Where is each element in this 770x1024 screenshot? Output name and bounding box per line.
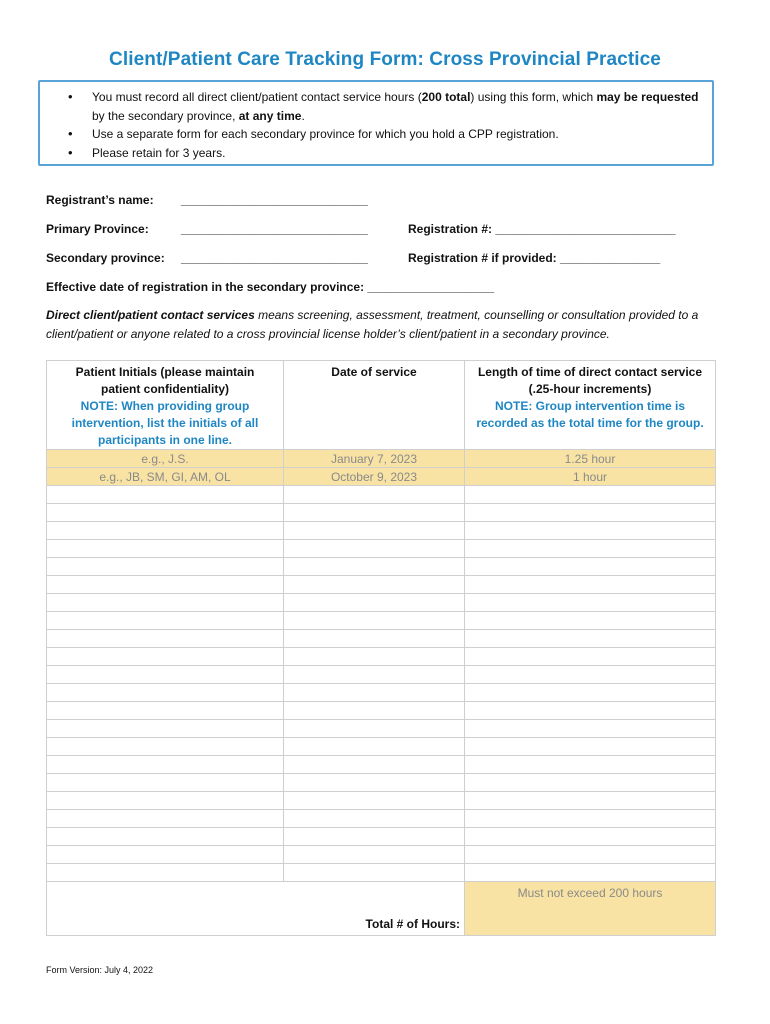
date-cell[interactable] — [284, 612, 465, 630]
tracking-table — [46, 360, 716, 936]
instructions-box — [38, 80, 714, 166]
registrant-name-field[interactable]: ____________________________ — [181, 193, 368, 207]
length-cell[interactable] — [465, 810, 716, 828]
length-cell[interactable] — [465, 558, 716, 576]
initials-cell[interactable] — [47, 576, 284, 594]
initials-cell[interactable] — [47, 540, 284, 558]
date-cell[interactable] — [284, 810, 465, 828]
length-cell[interactable] — [465, 828, 716, 846]
instruction-item: • Use a separate form for each secondary province for which you hold a CPP registration. — [40, 125, 712, 144]
date-cell[interactable] — [284, 846, 465, 864]
effective-date-field[interactable]: Effective date of registration in the secondary province: ___________________ — [46, 280, 495, 294]
total-row — [47, 882, 716, 936]
initials-cell[interactable] — [47, 810, 284, 828]
group-note: NOTE: When providing group intervention, list the initials of all participants in one line. — [71, 399, 259, 447]
registration-number-field[interactable]: Registration #: ___________________________ — [408, 222, 676, 236]
initials-cell[interactable] — [47, 648, 284, 666]
date-cell[interactable] — [284, 666, 465, 684]
length-cell[interactable] — [465, 594, 716, 612]
table-row[interactable] — [47, 864, 716, 882]
initials-cell[interactable] — [47, 630, 284, 648]
date-cell[interactable] — [284, 720, 465, 738]
primary-province-label: Primary Province: — [46, 222, 149, 236]
table-row[interactable] — [47, 630, 716, 648]
group-time-note: NOTE: Group intervention time is recorded as the total time for the group. — [476, 399, 704, 430]
col-initials-header: Patient Initials (please maintain patient confidentiality) NOTE: When providing group intervention, list the initials of all participants in one line. — [47, 361, 284, 450]
registrant-name-label: Registrant’s name: — [46, 193, 154, 207]
table-row[interactable] — [47, 774, 716, 792]
table-row[interactable] — [47, 576, 716, 594]
date-cell[interactable] — [284, 486, 465, 504]
initials-cell[interactable] — [47, 702, 284, 720]
length-cell[interactable] — [465, 792, 716, 810]
length-cell[interactable] — [465, 756, 716, 774]
length-cell[interactable] — [465, 738, 716, 756]
date-cell[interactable] — [284, 630, 465, 648]
length-cell[interactable] — [465, 846, 716, 864]
table-row[interactable] — [47, 738, 716, 756]
length-cell[interactable] — [465, 720, 716, 738]
definition-text: Direct client/patient contact services means screening, assessment, treatment, counselling or consultation provided to a client/patient or anyone related to a cross provincial license holder’s client/patient in a secondary province. — [46, 308, 699, 341]
date-cell[interactable] — [284, 576, 465, 594]
initials-cell[interactable] — [47, 612, 284, 630]
initials-cell[interactable] — [47, 684, 284, 702]
length-cell[interactable] — [465, 666, 716, 684]
initials-cell[interactable] — [47, 666, 284, 684]
length-cell[interactable] — [465, 576, 716, 594]
date-cell[interactable] — [284, 864, 465, 882]
table-row[interactable] — [47, 756, 716, 774]
length-cell[interactable] — [465, 864, 716, 882]
col-length-header: Length of time of direct contact service (.25-hour increments) NOTE: Group intervention time is recorded as the total time for the group. — [465, 361, 716, 450]
length-cell[interactable] — [465, 648, 716, 666]
length-cell[interactable] — [465, 486, 716, 504]
date-cell[interactable] — [284, 684, 465, 702]
table-row[interactable] — [47, 792, 716, 810]
form-version: Form Version: July 4, 2022 — [46, 965, 154, 975]
date-cell[interactable] — [284, 540, 465, 558]
initials-cell[interactable] — [47, 594, 284, 612]
initials-cell[interactable] — [47, 792, 284, 810]
table-row[interactable] — [47, 612, 716, 630]
length-cell[interactable] — [465, 540, 716, 558]
date-cell[interactable] — [284, 738, 465, 756]
example-row: e.g., JB, SM, GI, AM, OL October 9, 2023 1 hour — [47, 468, 716, 486]
length-cell[interactable] — [465, 684, 716, 702]
date-cell[interactable] — [284, 774, 465, 792]
primary-province-field[interactable]: ____________________________ — [181, 222, 368, 236]
initials-cell[interactable] — [47, 738, 284, 756]
table-row[interactable] — [47, 666, 716, 684]
secondary-registration-field[interactable]: Registration # if provided: _______________ — [408, 251, 661, 265]
initials-cell[interactable] — [47, 504, 284, 522]
table-header-row — [47, 361, 716, 450]
length-cell[interactable] — [465, 630, 716, 648]
table-row[interactable] — [47, 846, 716, 864]
date-cell[interactable] — [284, 792, 465, 810]
table-row[interactable] — [47, 504, 716, 522]
initials-cell[interactable] — [47, 720, 284, 738]
table-row[interactable] — [47, 684, 716, 702]
date-cell[interactable] — [284, 594, 465, 612]
date-cell[interactable] — [284, 702, 465, 720]
date-cell[interactable] — [284, 756, 465, 774]
initials-cell[interactable] — [47, 864, 284, 882]
table-row[interactable] — [47, 522, 716, 540]
table-row[interactable] — [47, 648, 716, 666]
table-row[interactable] — [47, 720, 716, 738]
date-cell[interactable] — [284, 504, 465, 522]
secondary-province-label: Secondary province: — [46, 251, 165, 265]
length-cell[interactable] — [465, 522, 716, 540]
table-row[interactable] — [47, 594, 716, 612]
form-title: Client/Patient Care Tracking Form: Cross Provincial Practice — [109, 49, 661, 70]
length-cell[interactable] — [465, 504, 716, 522]
date-cell[interactable] — [284, 558, 465, 576]
date-cell[interactable] — [284, 648, 465, 666]
initials-cell[interactable] — [47, 486, 284, 504]
initials-cell[interactable] — [47, 558, 284, 576]
secondary-province-field[interactable]: ____________________________ — [181, 251, 368, 265]
date-cell[interactable] — [284, 828, 465, 846]
initials-cell[interactable] — [47, 522, 284, 540]
table-row[interactable] — [47, 558, 716, 576]
length-cell[interactable] — [465, 702, 716, 720]
instruction-item: • Please retain for 3 years. — [40, 144, 712, 163]
instruction-item: • You must record all direct client/patient contact service hours (200 total) using this form, which may be requested by the secondary province, at any time. — [40, 88, 712, 125]
total-hours-field[interactable]: Must not exceed 200 hours — [465, 882, 716, 936]
initials-cell[interactable] — [47, 774, 284, 792]
total-hours-label: Total # of Hours: — [47, 882, 465, 936]
date-cell[interactable] — [284, 522, 465, 540]
table-row[interactable] — [47, 702, 716, 720]
table-row[interactable] — [47, 486, 716, 504]
table-row[interactable] — [47, 828, 716, 846]
table-row[interactable] — [47, 810, 716, 828]
length-cell[interactable] — [465, 774, 716, 792]
initials-cell[interactable] — [47, 828, 284, 846]
initials-cell[interactable] — [47, 756, 284, 774]
table-row[interactable] — [47, 540, 716, 558]
length-cell[interactable] — [465, 612, 716, 630]
col-date-header: Date of service — [284, 361, 465, 450]
instructions-list — [40, 82, 712, 162]
example-row: e.g., J.S. January 7, 2023 1.25 hour — [47, 450, 716, 468]
initials-cell[interactable] — [47, 846, 284, 864]
